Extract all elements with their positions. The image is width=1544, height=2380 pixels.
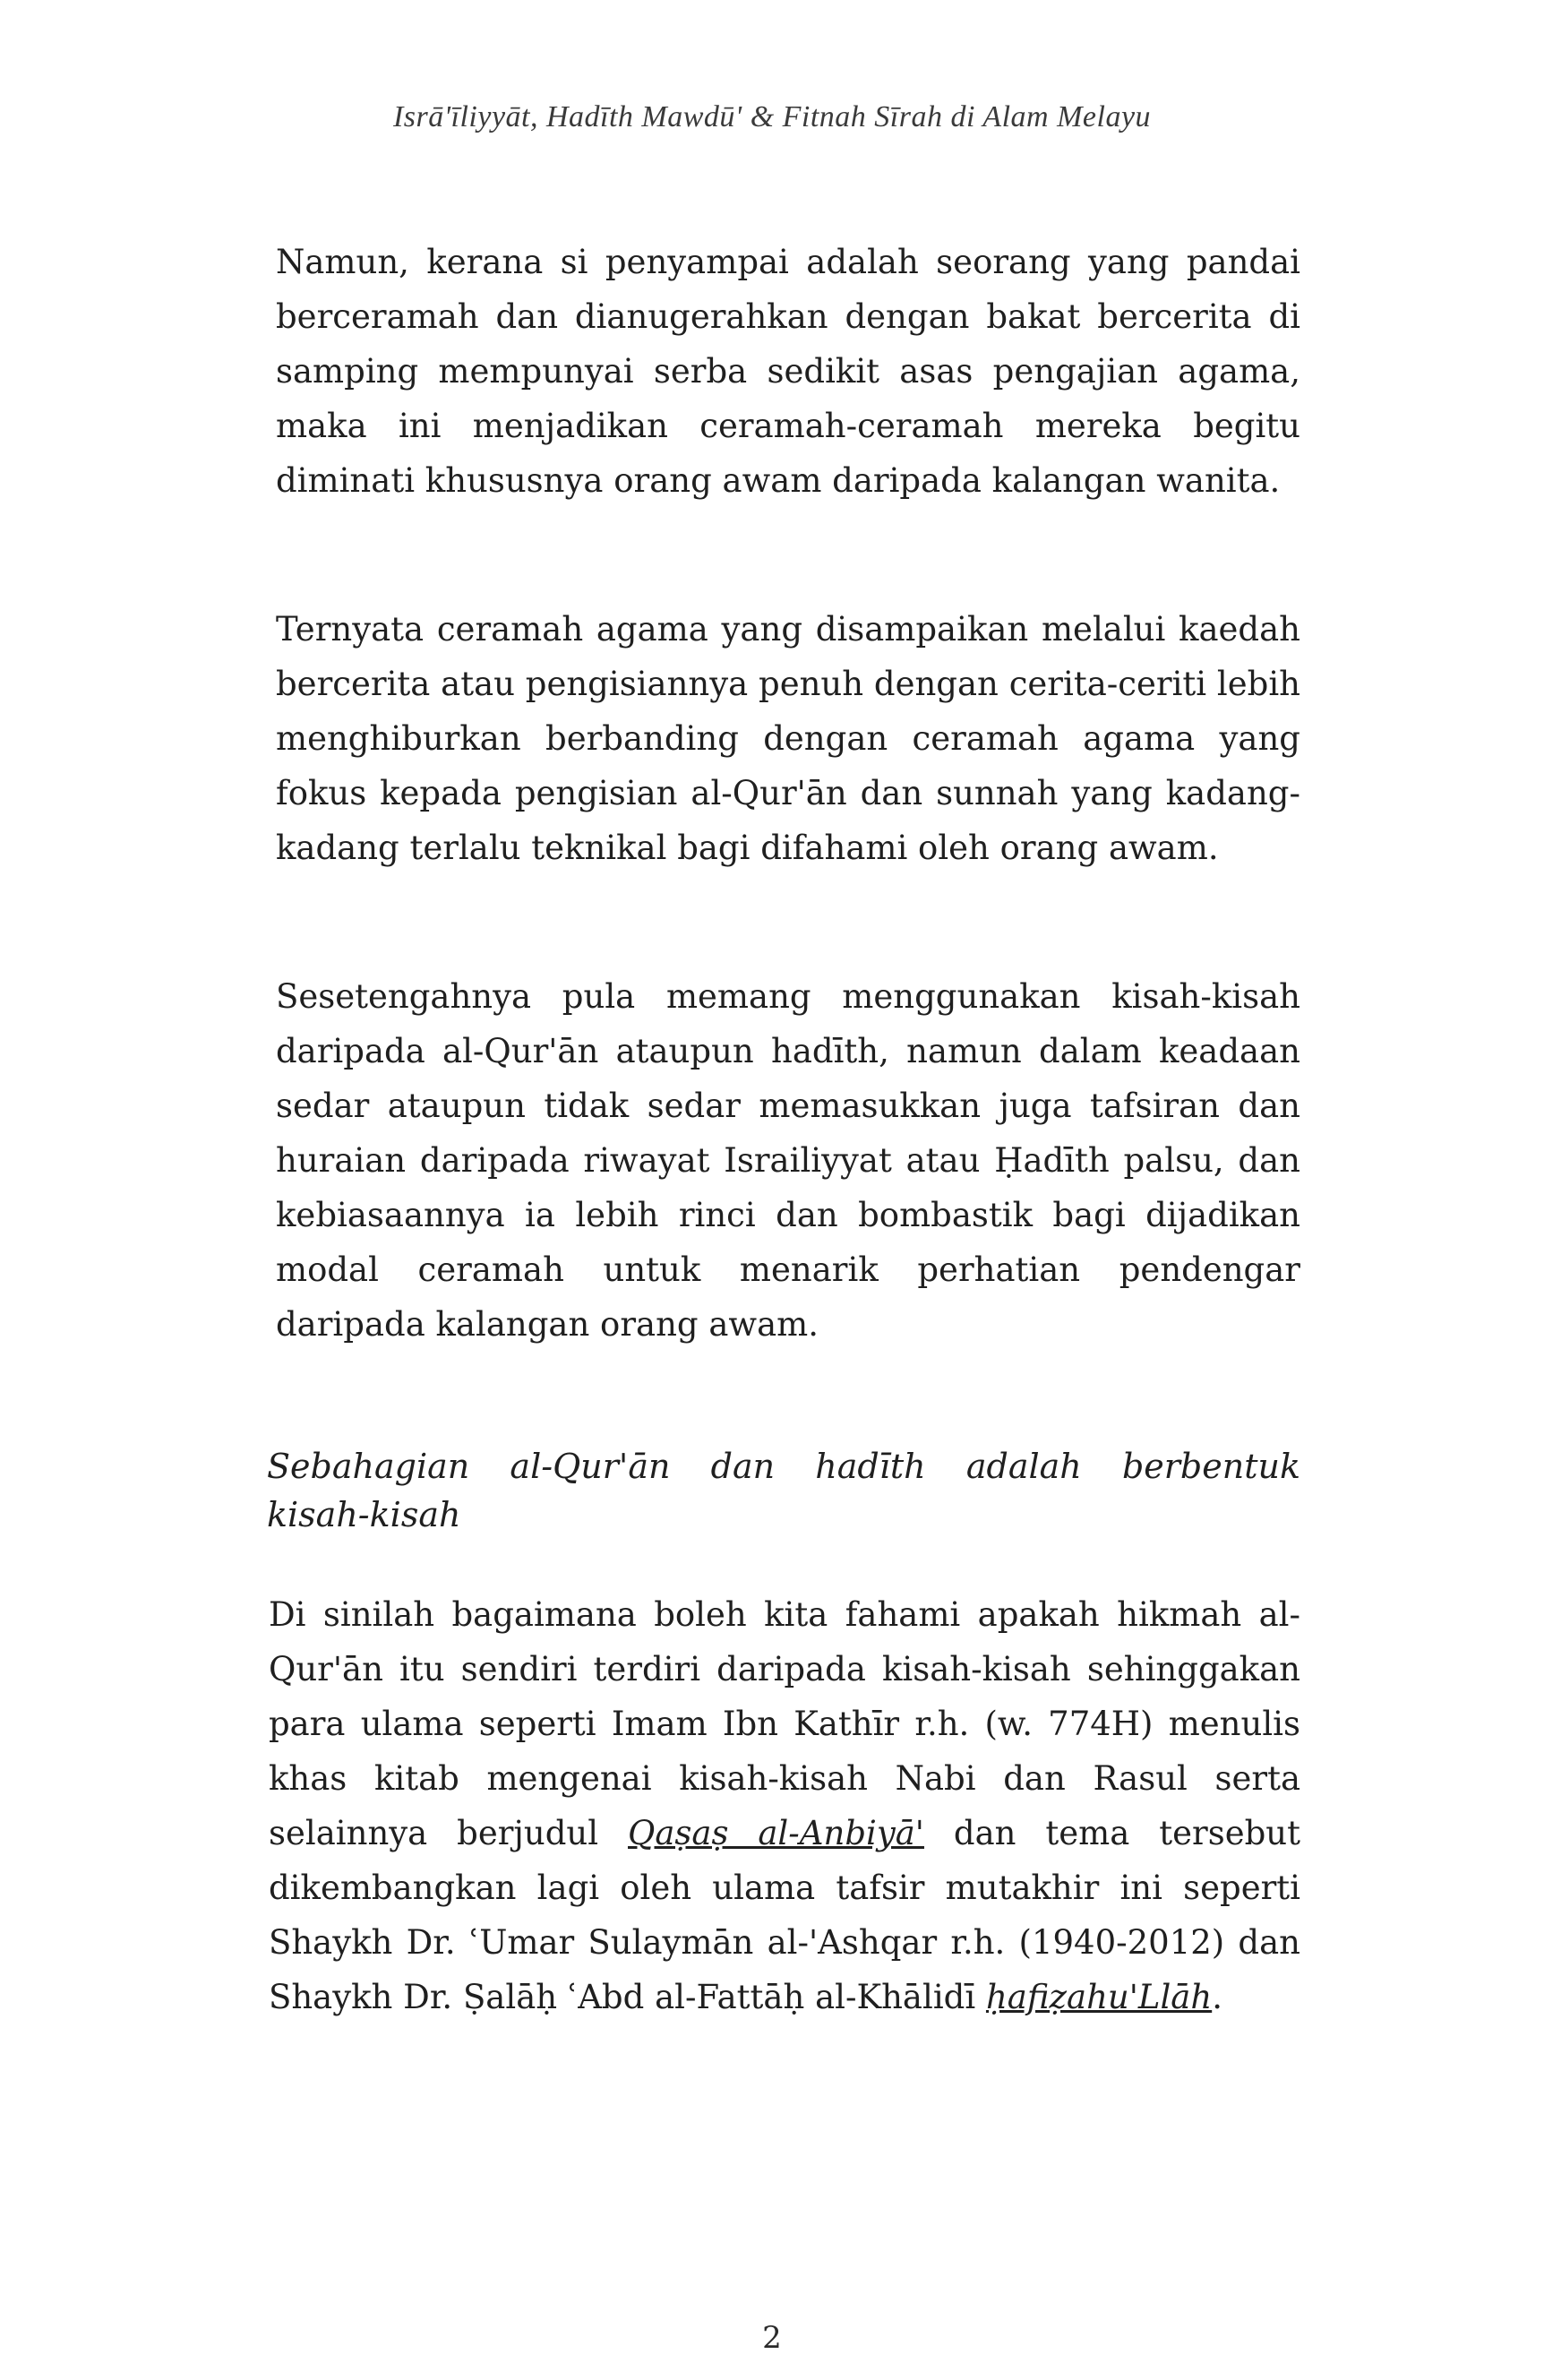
body-paragraph-3 xyxy=(276,969,1300,1352)
body-paragraph-2 xyxy=(276,602,1300,875)
section-subheading xyxy=(267,1442,1300,1539)
paragraph-text-part-1: Di sinilah bagaimana boleh kita fahami apakah hikmah al-Qur'ān itu sendiri terdiri daripada kisah-kisah sehinggakan para ulama seperti Imam Ibn Kathīr r.h. (w. 774H) menulis khas kitab mengenai kisah-kisah Nabi dan Rasul serta selainnya berjudul xyxy=(269,1595,1300,1852)
paragraph-text: Namun, kerana si penyampai adalah seorang yang pandai berceramah dan dianugerahkan dengan bakat bercerita di samping mempunyai serba sedikit asas pengajian agama, maka ini menjadikan ceramah-ceramah mereka begitu diminati khususnya orang awam daripada kalangan wanita. xyxy=(276,243,1300,500)
paragraph-text-part-2: dan tema tersebut dikembangkan lagi oleh ulama tafsir mutakhir ini seperti Shaykh Dr. ʿUmar Sulaymān al-'Ashqar r.h. (1940-2012) dan Shaykh Dr. Ṣalāḥ ʿAbd al-Fattāḥ al-Khālidī xyxy=(269,1814,1300,2016)
running-header: Isrā'īliyyāt, Hadīth Mawdū' & Fitnah Sīrah di Alam Melayu xyxy=(392,100,1152,133)
subheading-line-2: kisah-kisah xyxy=(267,1495,461,1534)
paragraph-text: Ternyata ceramah agama yang disampaikan melalui kaedah bercerita atau pengisiannya penuh dengan cerita-ceriti lebih menghiburkan berbanding dengan ceramah agama yang fokus kepada pengisian al-Qur'ān dan sunnah yang kadang-kadang terlalu teknikal bagi difahami oleh orang awam. xyxy=(276,610,1300,867)
book-title: Qaṣaṣ al-Anbiyā' xyxy=(628,1814,924,1852)
body-paragraph-4 xyxy=(269,1587,1300,2024)
body-paragraph-1 xyxy=(276,235,1300,508)
honorific-phrase: ḥafiẓahu'Llāh xyxy=(985,1978,1213,2016)
subheading-line-1: Sebahagian al-Qur'ān dan hadīth adalah berbentuk xyxy=(267,1447,1300,1486)
paragraph-text: Sesetengahnya pula memang menggunakan kisah-kisah daripada al-Qur'ān ataupun hadīth, namun dalam keadaan sedar ataupun tidak sedar memasukkan juga tafsiran dan huraian daripada riwayat Israiliyyat atau Ḥadīth palsu, dan kebiasaannya ia lebih rinci dan bombastik bagi dijadikan modal ceramah untuk menarik perhatian pendengar daripada kalangan orang awam. xyxy=(276,977,1300,1344)
page-number: 2 xyxy=(762,2320,782,2356)
paragraph-text-part-3: . xyxy=(1212,1978,1222,2016)
paragraph-text xyxy=(269,1587,1300,2024)
